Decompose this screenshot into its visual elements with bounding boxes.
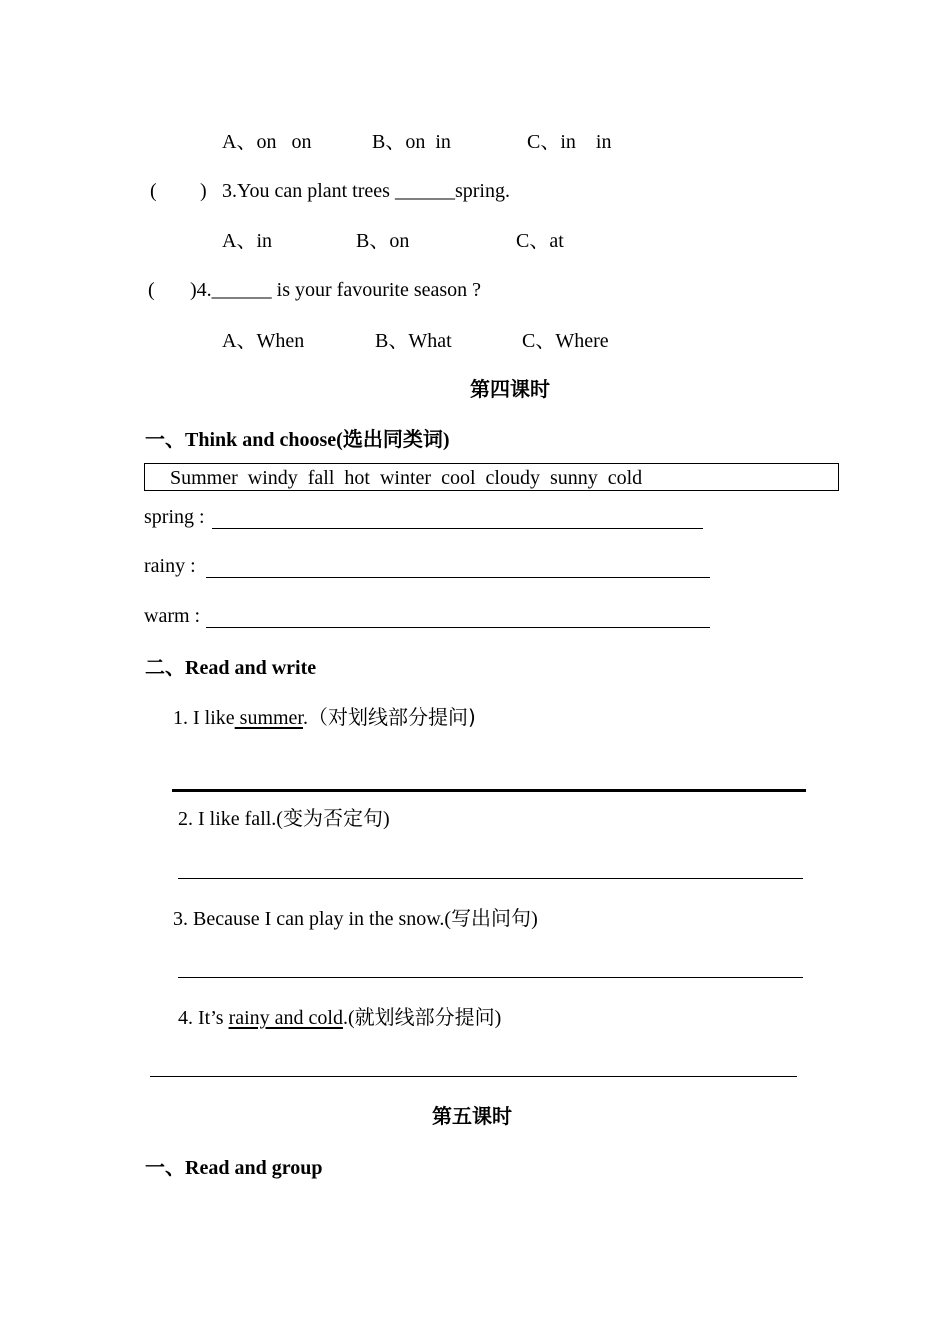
- lesson4-title: 第四课时: [470, 377, 550, 401]
- rw-item-3: [173, 908, 538, 929]
- section1-heading: [145, 429, 450, 450]
- q3-option-c: C、at: [516, 230, 564, 252]
- word-box-text: Summer windy fall hot winter cool cloudy sunny cold: [170, 467, 643, 489]
- section2-heading-en: Read and write: [185, 657, 317, 679]
- q4-stem: )4.______ is your favourite season ?: [190, 279, 482, 301]
- lesson5-section1-heading-en: Read and group: [185, 1157, 323, 1179]
- row-rainy-label: rainy :: [144, 555, 201, 577]
- rw-item-3-num: 3.: [173, 908, 188, 930]
- lesson5-section1-heading: [145, 1157, 322, 1178]
- rw-item-3-post: ): [531, 908, 538, 930]
- rw-item-2-cn: 变为否定句: [282, 806, 383, 830]
- rw-item-2-pre: I like fall.(: [198, 808, 283, 830]
- section2-prefix: 二、: [145, 655, 185, 679]
- section1-heading-cn: 选出同类词: [342, 427, 443, 451]
- section1-heading-close: ): [442, 429, 450, 451]
- section1-heading-en: Think and choose(: [185, 429, 343, 451]
- rw-item-1-underlined: summer: [234, 707, 303, 729]
- q3-option-a: A、in: [222, 230, 272, 252]
- rw-item-1-cn: （对划线部分提问): [308, 705, 476, 729]
- section2-heading: [145, 657, 316, 678]
- q4-option-c: C、Where: [522, 330, 609, 352]
- rw-item-4-underlined: rainy and cold: [228, 1007, 343, 1029]
- rw-item-2: [178, 808, 390, 829]
- q4-paren-open: (: [148, 279, 155, 301]
- rw-item-4-pre: It’s: [198, 1007, 229, 1029]
- rw-item-2-post: ): [382, 808, 390, 830]
- rw-item-4-num: 4.: [178, 1007, 193, 1029]
- rw-item-2-answer-line[interactable]: [178, 878, 803, 879]
- rw-item-1-pre: I like: [193, 707, 235, 729]
- row-spring-answer-line[interactable]: [212, 528, 703, 529]
- q3-stem: 3.You can plant trees ______spring.: [222, 180, 510, 202]
- row-warm-label: warm :: [144, 605, 201, 627]
- rw-item-1-answer-line[interactable]: [172, 789, 806, 792]
- row-spring-label: spring :: [144, 506, 205, 528]
- rw-item-4-post: .(: [342, 1007, 355, 1029]
- rw-item-1: [173, 707, 476, 728]
- row-warm-answer-line[interactable]: [206, 627, 710, 628]
- rw-item-3-answer-line[interactable]: [178, 977, 803, 978]
- q2-option-c: C、in in: [527, 131, 612, 153]
- q3-option-b: B、on: [356, 230, 410, 252]
- q4-option-a: A、When: [222, 330, 305, 352]
- rw-item-4-cn: 就划线部分提问: [354, 1005, 495, 1029]
- lesson5-title: 第五课时: [432, 1104, 512, 1128]
- rw-item-3-pre: Because I can play in the snow.(: [193, 908, 452, 930]
- q2-option-a: A、on on: [222, 131, 312, 153]
- q3-paren-open: (: [150, 180, 157, 202]
- rw-item-2-num: 2.: [178, 808, 193, 830]
- rw-item-1-num: 1.: [173, 707, 188, 729]
- section1-prefix: 一、: [145, 427, 185, 451]
- rw-item-3-cn: 写出问句: [451, 906, 532, 930]
- q4-option-b: B、What: [375, 330, 452, 352]
- lesson5-section1-prefix: 一、: [145, 1155, 185, 1179]
- rw-item-4-answer-line[interactable]: [150, 1076, 797, 1077]
- rw-item-4: [178, 1007, 501, 1028]
- row-rainy-answer-line[interactable]: [206, 577, 710, 578]
- rw-item-4-post2: ): [494, 1007, 502, 1029]
- q2-option-b: B、on in: [372, 131, 451, 153]
- rw-item-1-post: .: [303, 707, 308, 729]
- q3-paren-close: ): [200, 180, 207, 202]
